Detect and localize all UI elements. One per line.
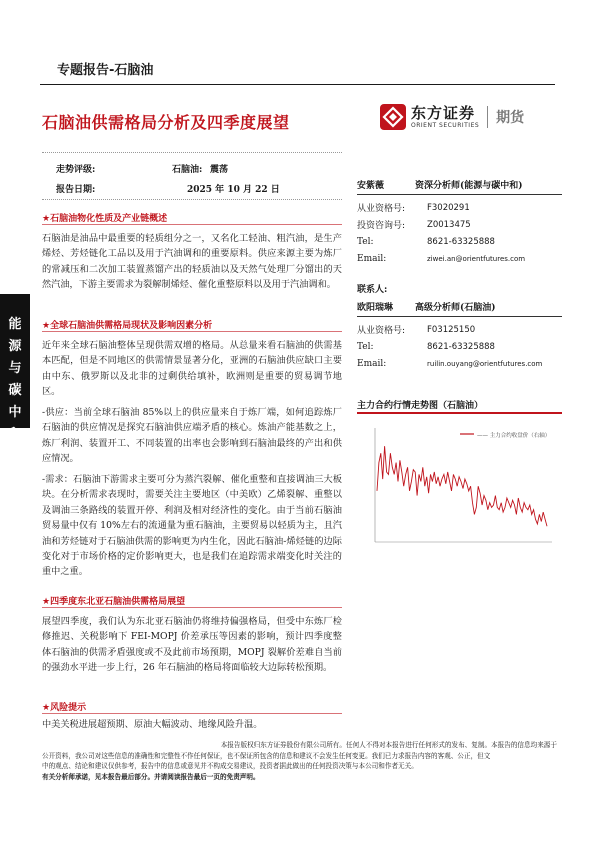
sector-label <box>0 314 30 446</box>
row-key: Tel: <box>357 341 374 352</box>
row-value: Z0013475 <box>427 219 471 230</box>
analyst-row <box>357 250 562 267</box>
trend-label: 走势评级: <box>56 165 96 175</box>
sector-side-tab <box>0 294 30 442</box>
section-paragraph: 石脑油是油品中最重要的轻质组分之一，又名化工轻油、粗汽油，是生产烯烃、芳烃链化工品以及用于汽油调和的重要原料。供应来源主要为炼厂的常减压和二次加工装置蒸馏产出的轻质油以及天然气处理厂分馏出的天然汽油，下游主要需求为裂解制烯烃、催化重整原料以及用于汽油调和。 <box>42 233 342 291</box>
section-heading: ★四季度东北亚石脑油供需格局展望 <box>42 597 186 607</box>
logo-division: 期货 <box>496 110 525 126</box>
price-chart-svg <box>357 420 557 550</box>
row-key: Email: <box>357 358 387 369</box>
product-label: 石脑油: <box>172 165 203 175</box>
date-value: 2025 年 10 月 22 日 <box>187 185 280 195</box>
section-paragraph: 中美关税进展超预期、原油大幅波动、地缘风险升温。 <box>42 719 263 730</box>
analyst-row <box>357 199 562 216</box>
row-value: F3020291 <box>427 202 470 213</box>
date-label: 报告日期: <box>56 185 96 195</box>
section-paragraph: 近年来全球石脑油整体呈现供需双增的格局。从总量来看石脑油的供需基本匹配，但是不同地区的供需情景显著分化，亚洲的石脑油供应缺口主要由中东、俄罗斯以及北非的过剩供给填补，欧洲则是重要的贸易调节地区。 <box>42 340 342 398</box>
analyst-card <box>357 178 562 267</box>
analyst-header <box>357 300 562 317</box>
analyst-row <box>357 355 562 372</box>
chart-title: 主力合约行情走势图（石脑油） <box>357 401 484 411</box>
trend-rating-row <box>56 162 229 175</box>
section-divider <box>42 224 342 225</box>
report-date-row <box>56 182 280 195</box>
rating-value: 震荡 <box>210 165 229 175</box>
row-value: 8621-63325888 <box>427 236 495 247</box>
row-key: 投资咨询号: <box>357 221 406 231</box>
report-type: 专题报告-石脑油 <box>57 63 154 78</box>
analyst-row <box>357 321 562 338</box>
analyst-name: 欧阳瑞琳 <box>357 303 394 313</box>
section-heading: ★石脑油物化性质及产业链概述 <box>42 214 168 224</box>
email-link[interactable]: ruilin.ouyang@orientfutures.com <box>427 359 543 368</box>
company-logo <box>380 100 560 134</box>
row-key: 从业资格号: <box>357 326 406 336</box>
side-tab-char: 和 <box>8 427 22 442</box>
logo-name-cn: 东方证券 <box>411 104 476 122</box>
email-link[interactable]: ziwei.an@orientfutures.com <box>427 254 526 263</box>
disclaimer-line: 公开资料，我公司对这些信息的准确性和完整性不作任何保证，也不保证所包含的信息和建议不会发生任何变更。我们已力求报告内容的客观、公正，但文 <box>42 751 491 760</box>
report-title: 石脑油供需格局分析及四季度展望 <box>42 113 290 132</box>
row-value: 8621-63325888 <box>427 341 495 352</box>
top-divider <box>40 84 555 85</box>
disclaimer-line: 有关分析师承诺，见本报告最后部分。并请阅读报告最后一页的免责声明。 <box>42 772 260 781</box>
info-divider-bottom <box>42 199 342 200</box>
section-divider <box>42 607 342 608</box>
analyst-row <box>357 216 562 233</box>
disclaimer-line: 中的观点、结论和建议仅供参考，报告中的信息或意见并不构成交易建议，投资者据此做出的任何投资决策与本公司和作者无关。 <box>42 762 418 770</box>
section-paragraph: -需求：石脑油下游需求主要可分为蒸汽裂解、催化重整和直接调油三大板块。在分析需求表现时，需要关注主要地区（中美欧）乙烯裂解、重整以及调油三条路线的装置开停、利润及相对经济性的变化。由于当前石脑油贸易量中仅有 10%左右的流通量为重石脑油，主要贸易以轻质为主，且汽油和芳烃链对于石脑油供需的影响更为内生化，因此石脑油-烯烃链的边际变化对于市场价格的定价影响更大，也是我们在追踪需求端变化时关注的重中之重。 <box>42 474 342 578</box>
section-divider <box>42 331 342 332</box>
price-chart <box>357 420 557 550</box>
side-tab-char: 碳 <box>8 383 22 398</box>
side-tab-char: 能 <box>8 317 22 332</box>
analyst-name: 安紫薇 <box>357 181 385 191</box>
chart-divider <box>357 412 562 414</box>
row-value: F03125150 <box>427 324 476 335</box>
section-paragraph: 展望四季度，我们认为东北亚石脑油仍将维持偏强格局，但受中东炼厂检修推迟、关税影响下 FEI-MOPJ 价差承压等因素的影响，预计四季度整体石脑油的供需矛盾强度或不及此前市场预期，MOPJ 裂解价差难自当前的强劲水平进一步上行，26 年石脑油的格局将面临较大边际转松预期。 <box>42 616 342 674</box>
section-heading: ★风险提示 <box>42 703 87 713</box>
section-heading: ★全球石脑油供需格局现状及影响因素分析 <box>42 321 213 331</box>
analyst-card <box>357 300 562 372</box>
price-series-line <box>377 446 547 526</box>
analyst-row <box>357 338 562 355</box>
section-paragraph: -供应：当前全球石脑油 85%以上的供应量来自于炼厂端，如何追踪炼厂石脑油的供应情况是探究石脑油供应端矛盾的核心。炼油产能基数之上，炼厂利润、装置开工、不同装置的出率也会影响到石脑油最终的产出和供应情况。 <box>42 407 342 465</box>
logo-separator <box>487 106 488 128</box>
row-key: Email: <box>357 253 387 264</box>
row-key: 从业资格号: <box>357 204 406 214</box>
side-tab-char: 源 <box>8 339 22 354</box>
analyst-row <box>357 233 562 250</box>
section-divider <box>42 713 342 714</box>
row-key: Tel: <box>357 236 374 247</box>
side-tab-char: 中 <box>8 405 22 420</box>
disclaimer <box>42 740 557 782</box>
info-divider-top <box>42 152 342 153</box>
chart-legend-text: —— 主力合约收盘价（右轴） <box>477 433 551 439</box>
orient-logo-icon <box>380 104 406 130</box>
analyst-title: 高级分析师(石脑油) <box>415 303 496 313</box>
logo-name-en: ORIENT SECURITIES <box>411 122 480 129</box>
analyst-header <box>357 178 562 195</box>
disclaimer-line: 本报告版权归东方证券股份有限公司所有。任何人不得对本报告进行任何形式的发布、复制。本报告的信息均来源于 <box>220 741 557 749</box>
contact-label: 联系人: <box>357 285 388 295</box>
analyst-title: 资深分析师(能源与碳中和) <box>415 181 523 191</box>
side-tab-char: 与 <box>8 361 22 376</box>
